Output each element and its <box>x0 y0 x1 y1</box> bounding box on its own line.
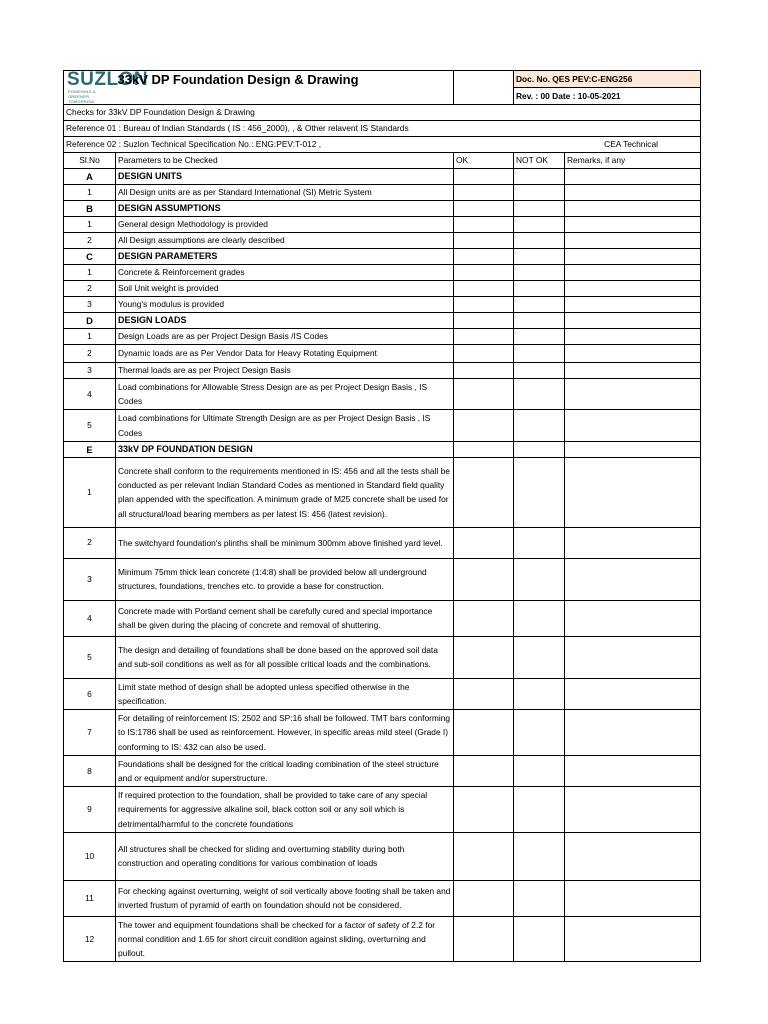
item-number: 1 <box>64 217 116 233</box>
item-number: 2 <box>64 527 116 558</box>
item-text: Thermal loads are as per Project Design Basis <box>116 363 454 379</box>
item-number: 3 <box>64 363 116 379</box>
ok-cell[interactable] <box>454 636 514 678</box>
remarks-cell[interactable] <box>565 297 701 313</box>
checklist-item-row <box>64 233 701 249</box>
not-ok-cell[interactable] <box>514 710 565 756</box>
logo-cell <box>64 69 149 105</box>
col-header-remarks: Remarks, if any <box>565 153 701 169</box>
section-row <box>64 169 701 185</box>
col-header-slno: Sl.No <box>64 153 116 169</box>
section-title: DESIGN PARAMETERS <box>116 249 454 265</box>
not-ok-cell[interactable] <box>514 441 565 457</box>
ok-cell[interactable] <box>454 201 514 217</box>
not-ok-cell[interactable] <box>514 678 565 709</box>
section-row <box>64 201 701 217</box>
section-letter: C <box>64 249 116 265</box>
remarks-cell[interactable] <box>565 233 701 249</box>
item-number: 3 <box>64 558 116 600</box>
ok-cell[interactable] <box>454 710 514 756</box>
ok-cell[interactable] <box>454 345 514 363</box>
checklist-item-row <box>64 880 701 916</box>
ok-cell[interactable] <box>454 787 514 833</box>
revision-date: Rev. : 00 Date : 10-05-2021 <box>514 88 701 105</box>
reference-01: Reference 01 : Bureau of Indian Standards ( IS : 456_2000), , & Other relavent IS Standards <box>64 121 701 137</box>
checklist-sheet <box>63 70 700 962</box>
remarks-cell[interactable] <box>565 345 701 363</box>
ok-cell[interactable] <box>454 527 514 558</box>
ok-cell[interactable] <box>454 265 514 281</box>
not-ok-cell[interactable] <box>514 249 565 265</box>
remarks-cell[interactable] <box>565 558 701 600</box>
item-text: Dynamic loads are as Per Vendor Data for Heavy Rotating Equipment <box>116 345 454 363</box>
remarks-cell[interactable] <box>565 600 701 636</box>
remarks-cell[interactable] <box>565 678 701 709</box>
item-text: The tower and equipment foundations shall be checked for a factor of safety of 2.2 for normal condition and 1.65 for short circuit condition against sliding, overturning and pullout. <box>116 916 454 962</box>
item-text: General design Methodology is provided <box>116 217 454 233</box>
not-ok-cell[interactable] <box>514 600 565 636</box>
ok-cell[interactable] <box>454 185 514 201</box>
item-number: 1 <box>64 329 116 345</box>
remarks-cell[interactable] <box>565 249 701 265</box>
item-text: Foundations shall be designed for the critical loading combination of the steel structure and or equipment and/or superstructure. <box>116 755 454 786</box>
document-title: 33kV DP Foundation Design & Drawing <box>116 71 454 105</box>
item-number: 11 <box>64 880 116 916</box>
remarks-cell[interactable] <box>565 787 701 833</box>
remarks-cell[interactable] <box>565 832 701 880</box>
col-header-param: Parameters to be Checked <box>116 153 454 169</box>
title-blank <box>454 71 514 105</box>
checklist-item-row <box>64 217 701 233</box>
section-title: DESIGN ASSUMPTIONS <box>116 201 454 217</box>
not-ok-cell[interactable] <box>514 558 565 600</box>
item-number: 7 <box>64 710 116 756</box>
item-number: 8 <box>64 755 116 786</box>
remarks-cell[interactable] <box>565 169 701 185</box>
checklist-item-row <box>64 558 701 600</box>
item-number: 10 <box>64 832 116 880</box>
item-text: Load combinations for Ultimate Strength Design are as per Project Design Basis , IS Codes <box>116 410 454 441</box>
not-ok-cell[interactable] <box>514 345 565 363</box>
section-letter: B <box>64 201 116 217</box>
item-text: Soil Unit weight is provided <box>116 281 454 297</box>
remarks-cell[interactable] <box>565 410 701 441</box>
section-title: DESIGN UNITS <box>116 169 454 185</box>
checklist-item-row <box>64 185 701 201</box>
remarks-cell[interactable] <box>565 329 701 345</box>
not-ok-cell[interactable] <box>514 880 565 916</box>
col-header-ok: OK <box>454 153 514 169</box>
item-text: The design and detailing of foundations shall be done based on the approved soil data and sub-soil conditions as well as for all possible critical loads and the combinations. <box>116 636 454 678</box>
checklist-item-row <box>64 281 701 297</box>
checklist-item-row <box>64 832 701 880</box>
item-number: 1 <box>64 265 116 281</box>
checklist-item-row <box>64 457 701 527</box>
not-ok-cell[interactable] <box>514 313 565 329</box>
checks-title: Checks for 33kV DP Foundation Design & Drawing <box>64 105 701 121</box>
ok-cell[interactable] <box>454 169 514 185</box>
not-ok-cell[interactable] <box>514 201 565 217</box>
section-letter: A <box>64 169 116 185</box>
checklist-item-row <box>64 710 701 756</box>
checklist-item-row <box>64 265 701 281</box>
reference-02-cea: CEA Technical <box>604 139 659 149</box>
remarks-cell[interactable] <box>565 636 701 678</box>
not-ok-cell[interactable] <box>514 527 565 558</box>
item-text: Minimum 75mm thick lean concrete (1:4:8) shall be provided below all underground structures, foundations, trenches etc. to provide a base for construction. <box>116 558 454 600</box>
checklist-item-row <box>64 345 701 363</box>
checklist-item-row <box>64 379 701 410</box>
remarks-cell[interactable] <box>565 880 701 916</box>
remarks-cell[interactable] <box>565 916 701 962</box>
ok-cell[interactable] <box>454 410 514 441</box>
section-letter: E <box>64 441 116 457</box>
checklist-item-row <box>64 916 701 962</box>
checklist-item-row <box>64 636 701 678</box>
checklist-item-row <box>64 329 701 345</box>
not-ok-cell[interactable] <box>514 832 565 880</box>
ok-cell[interactable] <box>454 297 514 313</box>
item-text: For checking against overturning, weight of soil vertically above footing shall be taken and inverted frustum of pyramid of earth on foundation should not be considered. <box>116 880 454 916</box>
ok-cell[interactable] <box>454 880 514 916</box>
not-ok-cell[interactable] <box>514 363 565 379</box>
not-ok-cell[interactable] <box>514 281 565 297</box>
not-ok-cell[interactable] <box>514 297 565 313</box>
ok-cell[interactable] <box>454 678 514 709</box>
ok-cell[interactable] <box>454 281 514 297</box>
doc-number: Doc. No. QES PEV:C-ENG256 <box>514 71 701 88</box>
item-number: 3 <box>64 297 116 313</box>
ok-cell[interactable] <box>454 558 514 600</box>
not-ok-cell[interactable] <box>514 233 565 249</box>
checklist-item-row <box>64 755 701 786</box>
ok-cell[interactable] <box>454 329 514 345</box>
ok-cell[interactable] <box>454 916 514 962</box>
item-text: Limit state method of design shall be adopted unless specified otherwise in the specification. <box>116 678 454 709</box>
remarks-cell[interactable] <box>565 441 701 457</box>
item-number: 5 <box>64 410 116 441</box>
item-text: If required protection to the foundation, shall be provided to take care of any special requirements for aggressive alkaline soil, black cotton soil or any soil which is detrimental/harmful to the concrete foundations <box>116 787 454 833</box>
remarks-cell[interactable] <box>565 185 701 201</box>
ok-cell[interactable] <box>454 249 514 265</box>
remarks-cell[interactable] <box>565 217 701 233</box>
checklist-item-row <box>64 363 701 379</box>
not-ok-cell[interactable] <box>514 410 565 441</box>
item-number: 4 <box>64 379 116 410</box>
remarks-cell[interactable] <box>565 527 701 558</box>
column-header-row <box>64 153 701 169</box>
ok-cell[interactable] <box>454 363 514 379</box>
ok-cell[interactable] <box>454 379 514 410</box>
item-text: All Design assumptions are clearly described <box>116 233 454 249</box>
not-ok-cell[interactable] <box>514 787 565 833</box>
logo-tagline: POWERING A GREENER TOMORROW <box>68 89 96 104</box>
suzlon-logo: SUZLON <box>67 69 149 90</box>
not-ok-cell[interactable] <box>514 185 565 201</box>
section-letter: D <box>64 313 116 329</box>
ok-cell[interactable] <box>454 457 514 527</box>
checklist-item-row <box>64 787 701 833</box>
checklist-item-row <box>64 297 701 313</box>
item-number: 9 <box>64 787 116 833</box>
remarks-cell[interactable] <box>565 457 701 527</box>
remarks-cell[interactable] <box>565 313 701 329</box>
remarks-cell[interactable] <box>565 755 701 786</box>
item-text: All structures shall be checked for sliding and overturning stability during both construction and operating conditions for various combination of loads <box>116 832 454 880</box>
item-number: 1 <box>64 457 116 527</box>
not-ok-cell[interactable] <box>514 636 565 678</box>
not-ok-cell[interactable] <box>514 217 565 233</box>
item-number: 2 <box>64 281 116 297</box>
ok-cell[interactable] <box>454 600 514 636</box>
not-ok-cell[interactable] <box>514 329 565 345</box>
ok-cell[interactable] <box>454 755 514 786</box>
remarks-cell[interactable] <box>565 379 701 410</box>
item-text: Concrete & Reinforcement grades <box>116 265 454 281</box>
section-row <box>64 249 701 265</box>
item-number: 2 <box>64 345 116 363</box>
item-number: 2 <box>64 233 116 249</box>
ok-cell[interactable] <box>454 313 514 329</box>
item-text: Design Loads are as per Project Design Basis /IS Codes <box>116 329 454 345</box>
item-number: 12 <box>64 916 116 962</box>
not-ok-cell[interactable] <box>514 265 565 281</box>
checklist-item-row <box>64 410 701 441</box>
section-title: DESIGN LOADS <box>116 313 454 329</box>
ok-cell[interactable] <box>454 832 514 880</box>
item-text: All Design units are as per Standard International (SI) Metric System <box>116 185 454 201</box>
not-ok-cell[interactable] <box>514 379 565 410</box>
item-number: 5 <box>64 636 116 678</box>
reference-02-text: Reference 02 : Suzlon Technical Specification No.: ENG:PEV:T-012 , <box>66 139 322 149</box>
item-number: 6 <box>64 678 116 709</box>
item-text: Young's modulus is provided <box>116 297 454 313</box>
not-ok-cell[interactable] <box>514 169 565 185</box>
remarks-cell[interactable] <box>565 201 701 217</box>
remarks-cell[interactable] <box>565 363 701 379</box>
not-ok-cell[interactable] <box>514 755 565 786</box>
item-number: 4 <box>64 600 116 636</box>
item-text: Load combinations for Allowable Stress Design are as per Project Design Basis , IS Codes <box>116 379 454 410</box>
section-row <box>64 441 701 457</box>
not-ok-cell[interactable] <box>514 457 565 527</box>
item-text: The switchyard foundation's plinths shall be minimum 300mm above finished yard level. <box>116 527 454 558</box>
item-text: For detailing of reinforcement IS: 2502 and SP:16 shall be followed. TMT bars conforming to IS:1786 shall be used as reinforcement. However, in specific areas mild steel (Grade I) conforming to IS: 432 can also be used. <box>116 710 454 756</box>
col-header-notok: NOT OK <box>514 153 565 169</box>
section-row <box>64 313 701 329</box>
checklist-table <box>63 70 701 962</box>
remarks-cell[interactable] <box>565 265 701 281</box>
ok-cell[interactable] <box>454 217 514 233</box>
item-text: Concrete made with Portland cement shall be carefully cured and special importance shall be given during the placing of concrete and removal of shuttering. <box>116 600 454 636</box>
checklist-item-row <box>64 678 701 709</box>
checklist-item-row <box>64 600 701 636</box>
not-ok-cell[interactable] <box>514 916 565 962</box>
remarks-cell[interactable] <box>565 710 701 756</box>
ok-cell[interactable] <box>454 441 514 457</box>
ok-cell[interactable] <box>454 233 514 249</box>
reference-02 <box>64 137 701 153</box>
section-title: 33kV DP FOUNDATION DESIGN <box>116 441 454 457</box>
item-text: Concrete shall conform to the requirements mentioned in IS: 456 and all the tests shall be conducted as per relevant Indian Standard Codes as mentioned in Standard field quality plan appended with the specification. A minimum grade of M25 concrete shall be used for all structural/load bearing members as per latest IS: 456 (latest revision). <box>116 457 454 527</box>
remarks-cell[interactable] <box>565 281 701 297</box>
item-number: 1 <box>64 185 116 201</box>
checklist-item-row <box>64 527 701 558</box>
